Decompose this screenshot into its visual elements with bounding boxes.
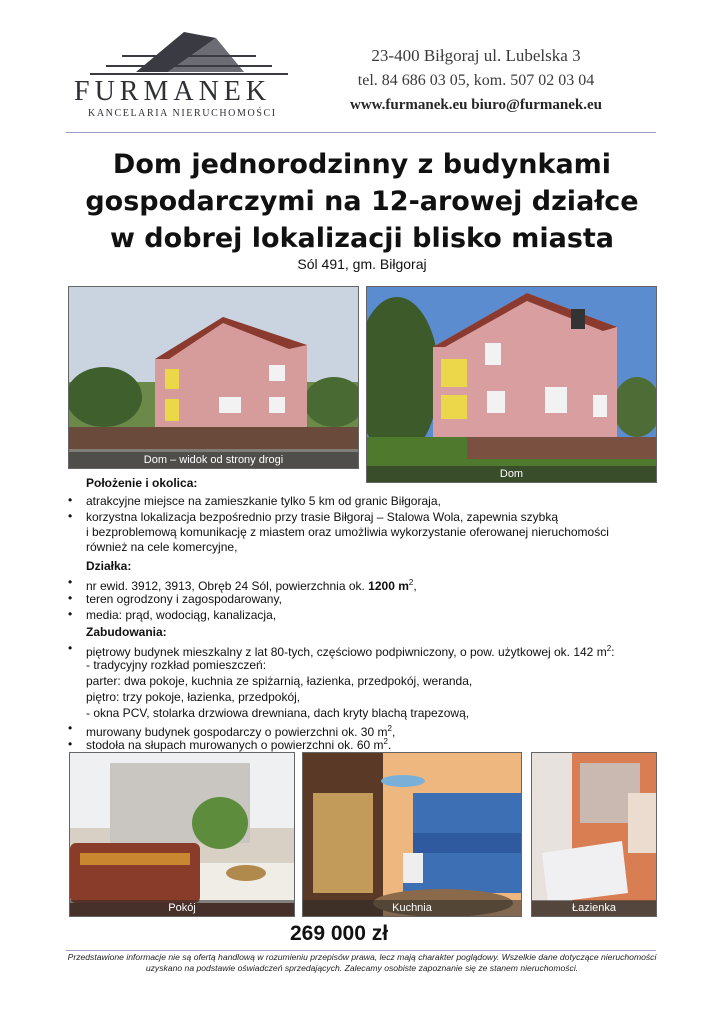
- building-text: murowany budynek gospodarczy o powierzchni ok. 30 m: [86, 725, 388, 739]
- disclaimer: [50, 952, 674, 974]
- superscript: 2: [606, 644, 612, 653]
- punctuation: ,: [413, 579, 417, 593]
- building-text: piętrowy budynek mieszkalny z lat 80-tych, częściowo podpiwniczony, o pow. użytkowej ok. 142 m: [86, 645, 607, 659]
- section-heading-plot: Działka:: [86, 559, 132, 573]
- building-detail: - okna PCV, stolarka drzwiowa drewniana, dach kryty blachą trapezową,: [86, 706, 470, 720]
- superscript: 2: [387, 724, 392, 733]
- bullet: •: [68, 721, 73, 735]
- title-line: w dobrej lokalizacji blisko miasta: [109, 223, 615, 254]
- photo-caption: Dom: [367, 466, 656, 482]
- photo-caption: Kuchnia: [303, 900, 521, 916]
- superscript: 2: [408, 578, 414, 587]
- website-email[interactable]: www.furmanek.eu biuro@furmanek.eu: [349, 97, 603, 113]
- plot-item: media: prąd, wodociąg, kanalizacja,: [86, 608, 277, 622]
- address: 23-400 Biłgoraj ul. Lubelska 3: [371, 46, 581, 65]
- bullet: •: [68, 575, 73, 589]
- photo-room: [69, 752, 295, 917]
- section-heading-location: Położenie i okolica:: [86, 476, 198, 490]
- section-heading-buildings: Zabudowania:: [86, 625, 167, 639]
- brand-subtitle: KANCELARIA NIERUCHOMOŚCI: [88, 108, 277, 119]
- bullet: •: [68, 641, 73, 655]
- punctuation: .: [387, 738, 392, 752]
- building-text: stodoła na słupach murowanych o powierzchni ok. 60 m: [86, 738, 384, 752]
- location-item-continued: i bezproblemową komunikację z miastem oraz umożliwia wykorzystanie oferowanej nieruchomości: [86, 525, 609, 539]
- plot-item: teren ogrodzony i zagospodarowany,: [86, 592, 282, 606]
- disclaimer-line: uzyskano na podstawie oświadczeń sprzedających. Zalecamy osobiste zapoznanie się ze stanem nieruchomości.: [145, 963, 579, 973]
- disclaimer-line: Przedstawione informacje nie są ofertą handlową w rozumieniu przepisów prawa, lecz mają charakter poglądowy. Wszelkie dane dotyczące nieruchomości: [67, 952, 657, 962]
- bullet: •: [68, 509, 73, 523]
- photo-house: [366, 286, 657, 483]
- location-item: korzystna lokalizacja bezpośrednio przy trasie Biłgoraj – Stalowa Wola, zapewnia szybką: [86, 510, 559, 524]
- bullet: •: [68, 737, 73, 751]
- title-line: gospodarczymi na 12-arowej działce: [85, 186, 639, 217]
- photo-kitchen: [302, 752, 522, 917]
- building-item: [86, 734, 391, 753]
- punctuation: ,: [391, 725, 396, 739]
- bullet: •: [68, 591, 73, 605]
- bullet: •: [68, 493, 73, 507]
- plot-details: nr ewid. 3912, 3913, Obręb 24 Sól, powierzchnia ok.: [86, 579, 369, 593]
- header-divider: [66, 132, 656, 133]
- footer-divider: [66, 950, 656, 951]
- location-item-continued: również na cele komercyjne,: [86, 540, 238, 554]
- building-detail: piętro: trzy pokoje, łazienka, przedpokój,: [86, 690, 301, 704]
- price: 269 000 zł: [290, 922, 389, 945]
- bullet: •: [68, 607, 73, 621]
- listing-title: [40, 146, 684, 257]
- photo-bathroom: [531, 752, 657, 917]
- punctuation: :: [611, 645, 615, 659]
- building-detail: parter: dwa pokoje, kuchnia ze spiżarnią, łazienka, przedpokój, weranda,: [86, 674, 473, 688]
- photo-house-street-view: [68, 286, 359, 469]
- title-line: Dom jednorodzinny z budynkami: [112, 149, 612, 180]
- phone: tel. 84 686 03 05, kom. 507 02 03 04: [357, 72, 595, 89]
- building-detail: - tradycyjny rozkład pomieszczeń:: [86, 658, 267, 672]
- photo-caption: Łazienka: [532, 900, 656, 916]
- plot-area: 1200 m: [368, 579, 409, 593]
- photo-caption: Dom – widok od strony drogi: [69, 452, 358, 468]
- listing-location: Sól 491, gm. Biłgoraj: [297, 256, 427, 272]
- photo-caption: Pokój: [70, 900, 294, 916]
- superscript: 2: [383, 737, 388, 746]
- location-item: atrakcyjne miejsce na zamieszkanie tylko 5 km od granic Biłgoraja,: [86, 494, 441, 508]
- brand-name: FURMANEK: [74, 76, 272, 107]
